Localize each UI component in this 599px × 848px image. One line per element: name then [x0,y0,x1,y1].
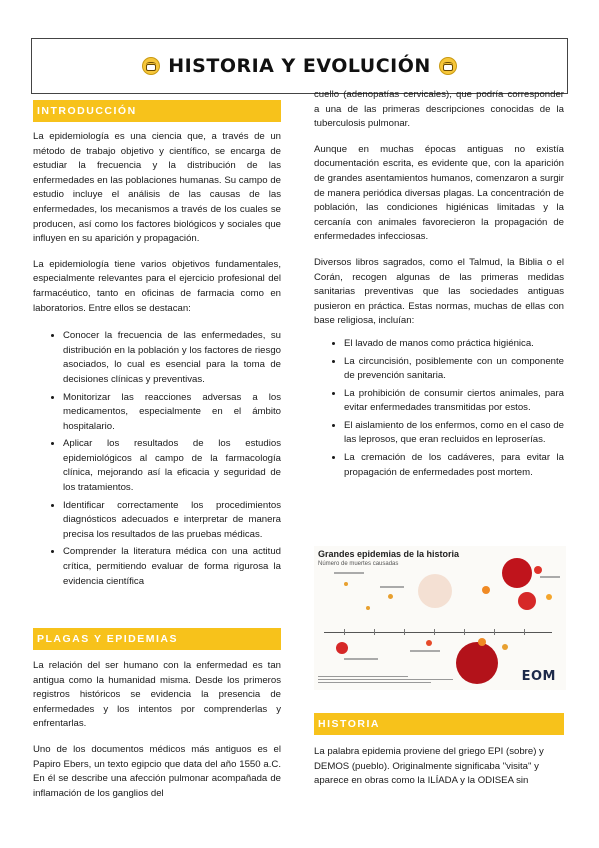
epidemic-bubble [478,638,486,646]
label-line [344,658,378,660]
label-line [540,576,560,578]
list-item: • Aplicar los resultados de los estudios epidemiológicos al campo de la farmacología clínica, mejorando así la eficacia y seguridad de los tratamientos. [63,437,281,495]
section-heading-introduccion: INTRODUCCIÓN [33,100,281,122]
virus-illustration [418,574,452,608]
measures-list [314,337,564,480]
right-column [314,88,564,483]
list-item: • Identificar correctamente los procedimientos diagnósticos adecuados e interpretar de manera precisa los resultados de las pruebas médicas. [63,499,281,543]
timeline-tick [344,629,345,635]
epidemic-bubble [388,594,393,599]
historia-paragraph-1: La palabra epidemia proviene del griego EPI (sobre) y DEMOS (pueblo). Originalmente significaba "visita" y aparece en obras como la ILÍADA y la ODISEA sin [314,746,544,787]
epidemic-bubble [502,644,508,650]
title-box [31,38,568,94]
left-column-lower [33,628,281,801]
grimacing-face-icon [439,57,457,75]
section-heading-historia: HISTORIA [314,713,564,735]
left-column [33,100,281,592]
list-item: • Comprender la literatura médica con una actitud crítica, permitiendo evaluar de forma rigurosa la evidencia científica [63,545,281,589]
page-title: HISTORIA Y EVOLUCIÓN [168,55,431,77]
infographic-subtitle: Número de muertes causadas [318,561,399,567]
plagas-paragraph-2-continued: cuello (adenopatías cervicales), que podría corresponder a una de las primeras descripciones conocidas de la tuberculosis pulmonar. [314,89,564,130]
section-heading-plagas: PLAGAS Y EPIDEMIAS [33,628,281,650]
intro-paragraph-2: La epidemiología tiene varios objetivos fundamentales, especialmente relevantes para el ejercicio profesional del farmacéutico, tanto en oficinas de farmacia como en laboratorios. Entre ellos se destacan: [33,258,281,314]
objectives-list [33,329,281,589]
epidemics-infographic [314,546,566,690]
epidemic-bubble [482,586,490,594]
list-item: • El lavado de manos como práctica higiénica. [344,337,564,352]
list-item: • Monitorizar las reacciones adversas a los medicamentos, especialmente en el ámbito hospitalario. [63,391,281,435]
epidemic-bubble [426,640,432,646]
infographic-source [318,676,468,686]
label-line [410,650,440,652]
epidemic-bubble [366,606,370,610]
list-item: • El aislamiento de los enfermos, como en el caso de las leprosos, que eran recluidos en leproserías. [344,419,564,448]
timeline-tick [524,629,525,635]
epidemic-bubble [336,642,348,654]
timeline-tick [404,629,405,635]
list-item: • La circuncisión, posiblemente con un componente de prevención sanitaria. [344,355,564,384]
timeline-tick [464,629,465,635]
historia-section [314,713,564,789]
epidemic-bubble [518,592,536,610]
infographic-title: Grandes epidemias de la historia [318,549,460,559]
timeline-tick [494,629,495,635]
timeline-axis [324,632,552,633]
list-item: • Conocer la frecuencia de las enfermedades, su distribución en la población y los factores de riesgo asociados, lo cual es esencial para la toma de decisiones clínicas y preventivas. [63,329,281,387]
label-line [334,572,364,574]
plagas-paragraph-1: La relación del ser humano con la enfermedad es tan antigua como la humanidad misma. Desde los primeros registros históricos se evidencia la presencia de enfermedades y los intentos por comprenderlas y enfrentarlas. [33,660,281,730]
intro-paragraph-1: La epidemiología es una ciencia que, a través de un método de trabajo objetivo y científico, se encarga de estudiar la frecuencia y la distribución de las enfermedades en las poblaciones humanas. Su campo de estudio incluye el análisis de las causas de las enfermedades, los mecanismos a través de los cuales se producen, así como los factores biológicos y sociales que influyen en su aparición y propagación. [33,131,281,245]
plagas-paragraph-2: Uno de los documentos médicos más antiguos es el Papiro Ebers, un texto egipcio que data del año 1550 a.C. En él se describe una afección pulmonar acompañada de inflamación de los ganglios del [33,743,281,799]
label-line [380,586,404,588]
grimacing-face-icon [142,57,160,75]
plagas-paragraph-4: Diversos libros sagrados, como el Talmud, la Biblia o el Corán, recogen algunas de las primeras medidas sanitarias preventivas que las sociedades antiguas pusieron en práctica. Estas normas, muchas de ellas con base religiosa, incluían: [314,256,564,327]
timeline-tick [374,629,375,635]
timeline-tick [434,629,435,635]
epidemic-bubble [534,566,542,574]
list-item: • La prohibición de consumir ciertos animales, para evitar enfermedades transmitidas por estos. [344,387,564,416]
epidemic-bubble [546,594,552,600]
epidemic-bubble [502,558,532,588]
plagas-paragraph-3: Aunque en muchas épocas antiguas no existía documentación escrita, es evidente que, con la aparición de grandes asentamientos humanos, comenzaron a surgir de manera periódica diversas plagas. La concentración de población, las condiciones higiénicas limitadas y la cercanía con animales favorecieron la propagación de enfermedades infecciosas. [314,143,564,243]
eom-logo: EOM [521,669,556,684]
list-item: • La cremación de los cadáveres, para evitar la propagación de enfermedades post mortem. [344,451,564,480]
epidemic-bubble [344,582,348,586]
